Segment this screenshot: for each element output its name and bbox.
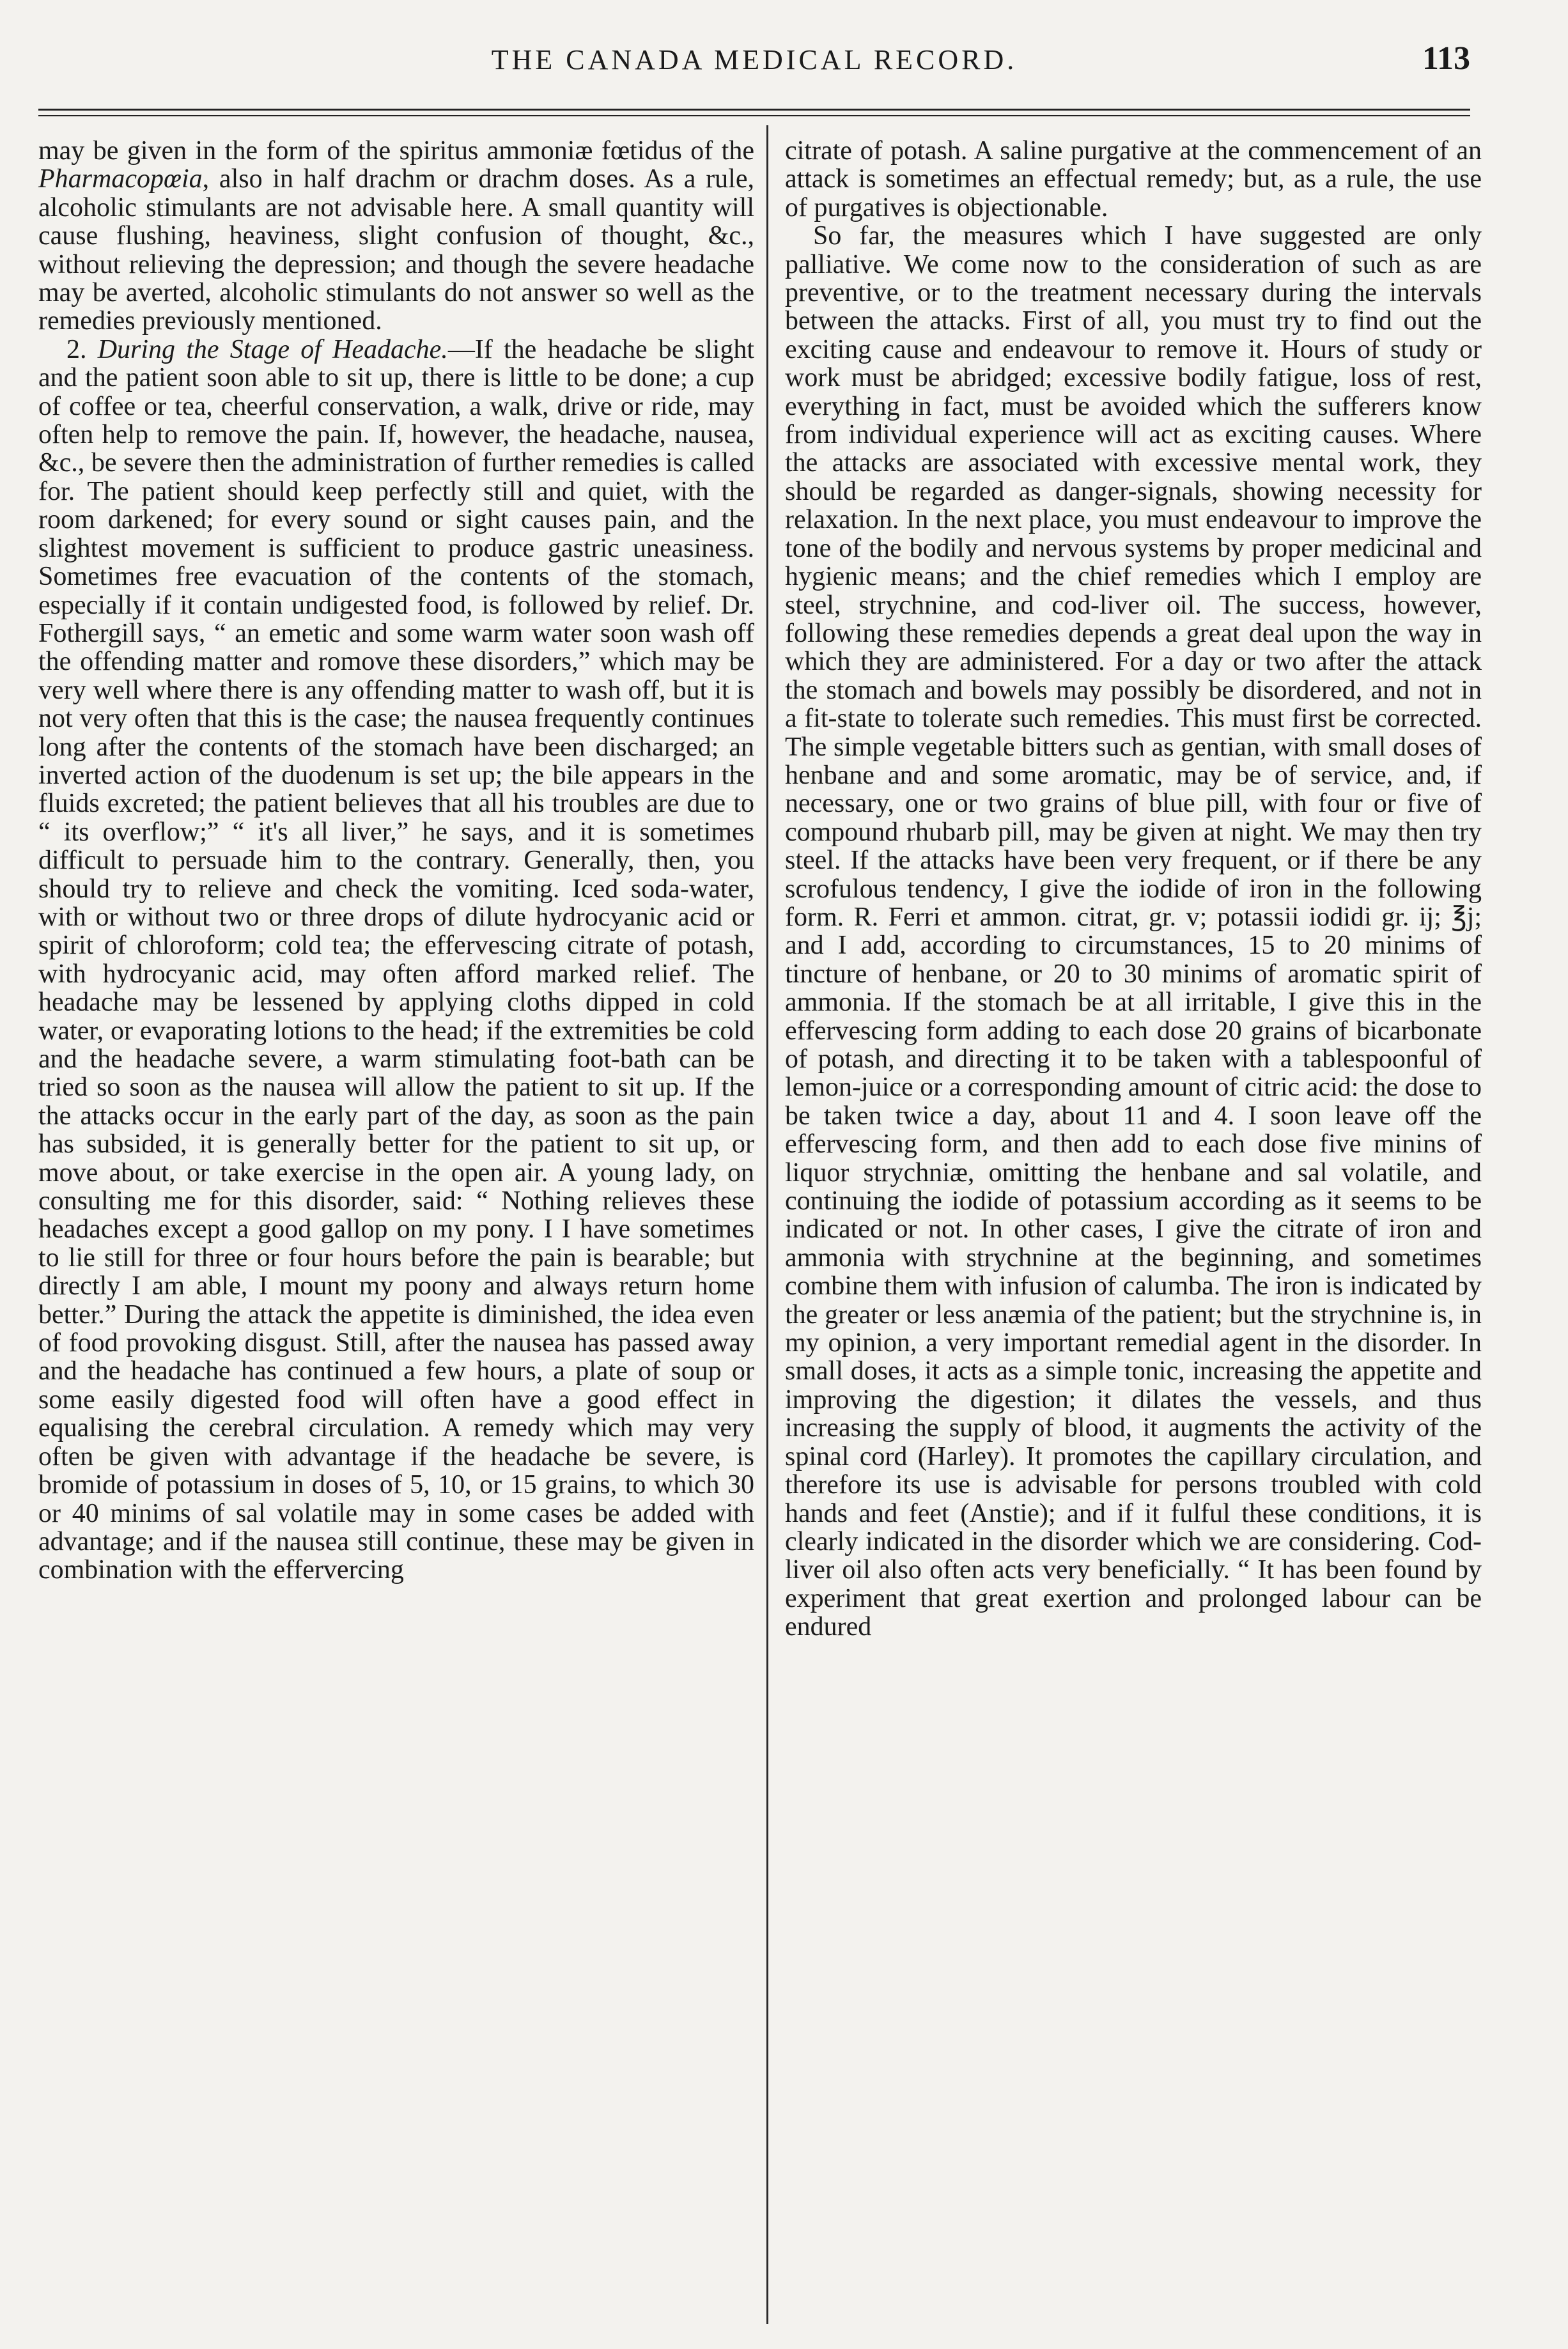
header-rule [38, 109, 1470, 111]
section-heading: During the Stage of Headache. [97, 334, 448, 364]
left-p1-italic: Pharmacopœia [38, 164, 203, 194]
journal-title: THE CANADA MEDICAL RECORD. [491, 44, 1018, 75]
left-p1-rest: , also in half drachm or drachm doses. As a rule, alcoholic stimulants are not advisable here. A small quantity will cause flushing, heaviness, slight confusion of thought, &c., without relieving the depression; and though the severe headache may be averted, alcoholic stimulants do not answer so well as the remedies previously mentioned. [38, 164, 754, 336]
left-column [38, 137, 754, 1585]
left-p2-text: —If the headache be slight and the patient soon able to sit up, there is little to be done; a cup of coffee or tea, cheerful conservation, a walk, drive or ride, may often help to remove the pain. If, however, the headache, nausea, &c., be severe then the administration of further remedies is called for. The patient should keep perfectly still and quiet, with the room darkened; for every sound or sight causes pain, and the slightest movement is sufficient to produce gastric uneasiness. Sometimes free evacuation of the contents of the stomach, especially if it contain undigested food, is followed by relief. Dr. Fothergill says, “ an emetic and some warm water soon wash off the offending matter and romove these disorders,” which may be very well where there is any offending matter to wash off, but it is not very often that this is the case; the nausea frequently continues long after the contents of the stomach have been discharged; an inverted action of the duodenum is set up; the bile appears in the fluids excreted; the patient believes that all his troubles are due to “ its overflow;” “ it's all liver,” he says, and it is sometimes difficult to persuade him to the contrary. Generally, then, you should try to relieve and check the vomiting. Iced soda-water, with or without two or three drops of dilute hydrocyanic acid or spirit of chloroform; cold tea; the effervescing citrate of potash, with hydrocyanic acid, may often afford marked relief. The headache may be lessened by applying cloths dipped in cold water, or evaporating lotions to the head; if the extremities be cold and the headache severe, a warm stimulating foot-bath can be tried so soon as the nausea will allow the patient to sit up. If the the attacks occur in the early part of the day, as soon as the pain has subsided, it is generally better for the patient to sit up, or move about, or take exercise in the open air. A young lady, on consulting me for this disorder, said: “ Nothing relieves these headaches except a good gallop on my pony. I I have sometimes to lie still for three or four hours before the pain is bearable; but directly I am able, I mount my poony and always return home better.” During the attack the appetite is diminished, the idea even of food provoking disgust. Still, after the nausea has passed away and the headache has continued a few hours, a plate of soup or some easily digested food will often have a good effect in equalising the cerebral circulation. A remedy which may very often be given with advantage if the headache be severe, is bromide of potassium in doses of 5, 10, or 15 grains, to which 30 or 40 minims of sal volatile may in some cases be added with advantage; and if the nausea still continue, these may be given in combination with the effervercing [38, 334, 755, 1585]
page-number: 113 [1422, 40, 1470, 77]
left-paragraph-2 [38, 336, 754, 1585]
left-p1-text: may be given in the form of the spiritus ammoniæ fœtidus of the [38, 136, 754, 166]
right-paragraph-1: citrate of potash. A saline purgative at the commencement of an attack is sometimes an effectual remedy; but, as a rule, the use of purgatives is objectionable. [785, 136, 1482, 222]
section-number: 2. [66, 334, 98, 364]
column-divider [766, 125, 768, 2324]
left-paragraph-1 [38, 137, 754, 336]
header-rule-secondary [38, 115, 1470, 116]
running-head [38, 37, 1470, 88]
right-column [785, 137, 1482, 1641]
right-paragraph-2: So far, the measures which I have suggested are only palliative. We come now to the consideration of such as are preventive, or to the treatment necessary during the intervals between the attacks. First of all, you must try to find out the exciting cause and endeavour to remove it. Hours of study or work must be abridged; excessive bodily fatigue, loss of rest, everything in fact, must be avoided which the sufferers know from individual experience will act as exciting causes. Where the attacks are associated with excessive mental work, they should be regarded as danger-signals, showing necessity for relaxation. In the next place, you must endeavour to improve the tone of the bodily and nervous systems by proper medicinal and hygienic means; and the chief remedies which I employ are steel, strychnine, and cod-liver oil. The success, however, following these remedies depends a great deal upon the way in which they are administered. For a day or two after the attack the stomach and bowels may possibly be disordered, and not in a fit-state to tolerate such remedies. This must first be corrected. The simple vegetable bitters such as gentian, with small doses of henbane and and some aromatic, may be of service, and, if necessary, one or two grains of blue pill, with four or five of compound rhubarb pill, may be given at night. We may then try steel. If the attacks have been very frequent, or if there be any scrofulous tendency, I give the iodide of iron in the following form. R. Ferri et ammon. citrat, gr. v; potassii iodidi gr. ij; ℥j; and I add, according to circumstances, 15 to 20 minims of tincture of henbane, or 20 to 30 minims of aromatic spirit of ammonia. If the stomach be at all irritable, I give this in the effervescing form adding to each dose 20 grains of bicarbonate of potash, and directing it to be taken with a tablespoonful of lemon-juice or a corresponding amount of citric acid: the dose to be taken twice a day, about 11 and 4. I soon leave off the effervescing form, and then add to each dose five minins of liquor strychniæ, omitting the henbane and sal volatile, and continuing the iodide of potassium according as it seems to be indicated or not. In other cases, I give the citrate of iron and ammonia with strychnine at the beginning, and sometimes combine them with infusion of calumba. The iron is indicated by the greater or less anæmia of the patient; but the strychnine is, in my opinion, a very important remedial agent in the disorder. In small doses, it acts as a simple tonic, increasing the appetite and improving the digestion; it dilates the vessels, and thus increasing the supply of blood, it augments the activity of the spinal cord (Harley). It promotes the capillary circulation, and therefore its use is advisable for persons troubled with cold hands and feet (Anstie); and if it fulful these conditions, it is clearly indicated in the disorder which we are considering. Cod-liver oil also often acts very beneficially. “ It has been found by experiment that great exertion and prolonged labour can be endured [785, 221, 1482, 1642]
